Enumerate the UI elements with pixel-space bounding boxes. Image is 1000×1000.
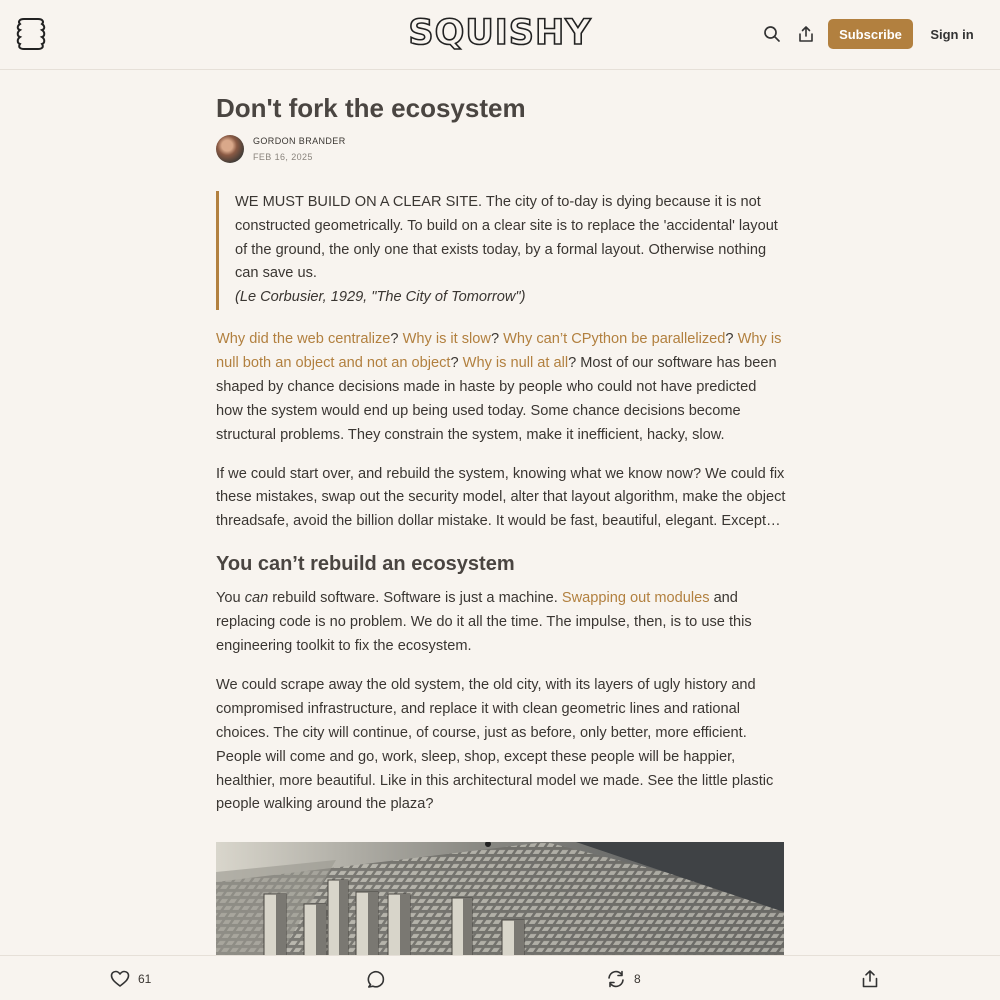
site-wordmark[interactable]: SQUISHY	[408, 13, 592, 53]
author-name[interactable]: GORDON BRANDER	[253, 136, 346, 146]
link-web-centralize[interactable]: Why did the web centralize	[216, 330, 391, 347]
article-title: Don't fork the ecosystem	[216, 93, 526, 123]
link-why-slow[interactable]: Why is it slow	[402, 330, 491, 347]
text-fragment: and replacing code is no problem. We do it all the time. The impulse, then, is to use this engineering toolkit to fix the ecosystem.	[216, 590, 752, 655]
paragraph-2: If we could start over, and rebuild the system, knowing what we know now? We could fix these mistakes, swap out the security model, alter that layout algorithm, make the object threadsafe, avoid the billion dollar mistake. It would be fast, beautiful, elegant. Except…	[216, 465, 786, 530]
search-icon[interactable]	[763, 25, 781, 43]
blockquote	[216, 191, 786, 310]
restack-icon	[606, 969, 626, 989]
like-count: 61	[138, 972, 152, 986]
section-heading: You can’t rebuild an ecosystem	[216, 553, 515, 576]
comment-button[interactable]	[366, 968, 386, 990]
post-date: FEB 16, 2025	[253, 152, 313, 162]
emphasis-text: can	[244, 590, 269, 607]
quote-citation: (Le Corbusier, 1929, "The City of Tomorrow")	[235, 289, 526, 306]
sign-in-button[interactable]: Sign in	[926, 19, 978, 49]
paragraph-4: We could scrape away the old system, the old city, with its layers of ugly history and compromised infrastructure, and replace it with clean geometric lines and rational choices. The city will continue, of course, just as before, only better, more efficient. People will come and go, work, sleep, shop, except these people will be happier, healthier, more beautiful. Like in this architectural model we made. See the little plastic people walking around the plaza?	[216, 676, 774, 813]
text-fragment: ?	[450, 354, 463, 371]
text-fragment: ?	[490, 330, 504, 347]
comment-icon	[366, 969, 386, 989]
share-post-button[interactable]	[860, 968, 880, 990]
paragraph-1	[216, 328, 786, 448]
paragraph-3	[216, 587, 786, 659]
like-button[interactable]	[110, 968, 151, 990]
bottom-action-bar	[0, 955, 1000, 1000]
link-null-object[interactable]: Why is null both an object and not an object	[216, 330, 782, 371]
photo-illustration	[216, 842, 784, 962]
link-cpython-parallel[interactable]: Why can’t CPython be parallelized	[503, 330, 726, 347]
text-fragment: ? Most of our software has been shaped by chance decisions made in haste by people who could not have predicted how the system would end up being used today. Some chance decisions become structural problems. They constrain the system, make it inefficient, hacky, slow.	[216, 354, 777, 443]
text-fragment: rebuild software. Software is just a machine.	[268, 590, 562, 607]
author-avatar[interactable]	[216, 135, 244, 163]
top-bar	[0, 0, 1000, 70]
restack-button[interactable]	[606, 968, 641, 990]
text-fragment: ?	[725, 330, 738, 347]
architectural-model-photo[interactable]	[216, 842, 784, 962]
subscribe-button[interactable]: Subscribe	[828, 19, 913, 49]
share-icon	[860, 969, 880, 989]
text-fragment: You	[216, 590, 245, 607]
article	[216, 88, 786, 832]
share-icon[interactable]	[797, 25, 815, 43]
restack-count: 8	[634, 972, 641, 986]
byline	[216, 135, 786, 163]
heart-icon	[110, 969, 130, 989]
link-null-at-all[interactable]: Why is null at all	[462, 354, 569, 371]
text-fragment: ?	[390, 330, 403, 347]
link-swapping-modules[interactable]: Swapping out modules	[561, 590, 710, 607]
quote-text: WE MUST BUILD ON A CLEAR SITE. The city of to-day is dying because it is not constructed geometrically. To build on a clear site is to replace the 'accidental' layout of the ground, the only one that exists today, by a formal layout. Otherwise nothing can save us.	[235, 194, 778, 282]
